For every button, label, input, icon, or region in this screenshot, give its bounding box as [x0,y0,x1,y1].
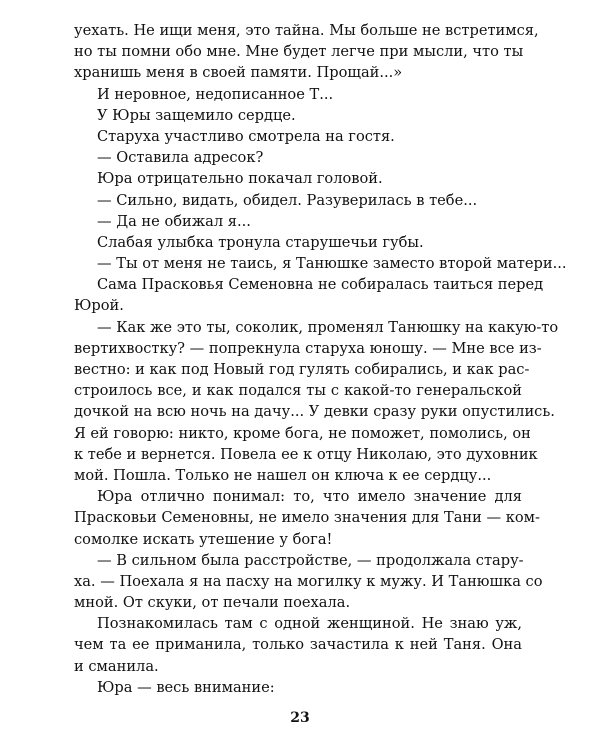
text-line: И неровное, недописанное Т... [97,85,334,103]
text-line: уехать. Не ищи меня, это тайна. Мы больше не встретимся, [74,22,539,39]
text-line: дочкой на всю ночь на дачу... У девки сразу руки опустились. [74,403,555,421]
book-page-text [74,20,567,698]
text-line: ха. — Поехала я на пасху на могилку к мужу. И Танюшка со [74,572,543,590]
text-line: Я ей говорю: никто, кроме бога, не поможет, помолись, он [74,424,531,442]
text-line: Юра — весь внимание: [97,678,275,696]
text-line: Юрой. [74,297,124,315]
text-line: вестно: и как под Новый год гулять собирались, и как рас- [74,361,530,378]
text-line: — Да не обижал я... [97,212,251,230]
text-line: Юра отрицательно покачал головой. [97,170,383,188]
text-line: Сама Прасковья Семеновна не собиралась таиться перед [97,276,544,294]
text-line: Слабая улыбка тронула старушечьи губы. [97,233,424,251]
text-line: мной. От скуки, от печали поехала. [74,594,351,612]
text-line: вертихвостку? — попрекнула старуха юношу. — Мне все из- [74,339,542,357]
text-line: Прасковьи Семеновны, не имело значения для Тани — ком- [74,509,540,527]
text-line: к тебе и вернется. Повела ее к отцу Николаю, это духовник [74,445,538,463]
text-line: чем та ее приманила, только зачастила к ней Таня. Она [74,636,522,654]
text-line: У Юры защемило сердце. [97,106,296,124]
text-line: и сманила. [74,657,159,675]
text-line: хранишь меня в своей памяти. Прощай...» [74,64,403,82]
text-line: Старуха участливо смотрела на гостя. [97,127,395,145]
text-line: Юра отлично понимал: то, что имело значение для [97,488,522,506]
text-line: сомолке искать утешение у бога! [74,530,333,548]
text-line: — Как же это ты, соколик, променял Танюшку на какую-то [97,318,559,336]
text-line: но ты помни обо мне. Мне будет легче при мысли, что ты [74,43,524,61]
text-line: — Оставила адресок? [97,149,264,167]
text-line: Познакомилась там с одной женщиной. Не знаю уж, [97,615,522,633]
text-line: мой. Пошла. Только не нашел он ключа к ее сердцу... [74,466,492,484]
text-line: — В сильном была расстройстве, — продолжала стару- [97,551,524,569]
text-line: — Ты от меня не таись, я Танюшке заместо второй матери... [97,255,567,273]
text-line: — Сильно, видать, обидел. Разуверилась в тебе... [97,191,478,209]
page-number: 23 [290,710,310,726]
text-line: строилось все, и как подался ты с какой-то генеральской [74,382,522,400]
